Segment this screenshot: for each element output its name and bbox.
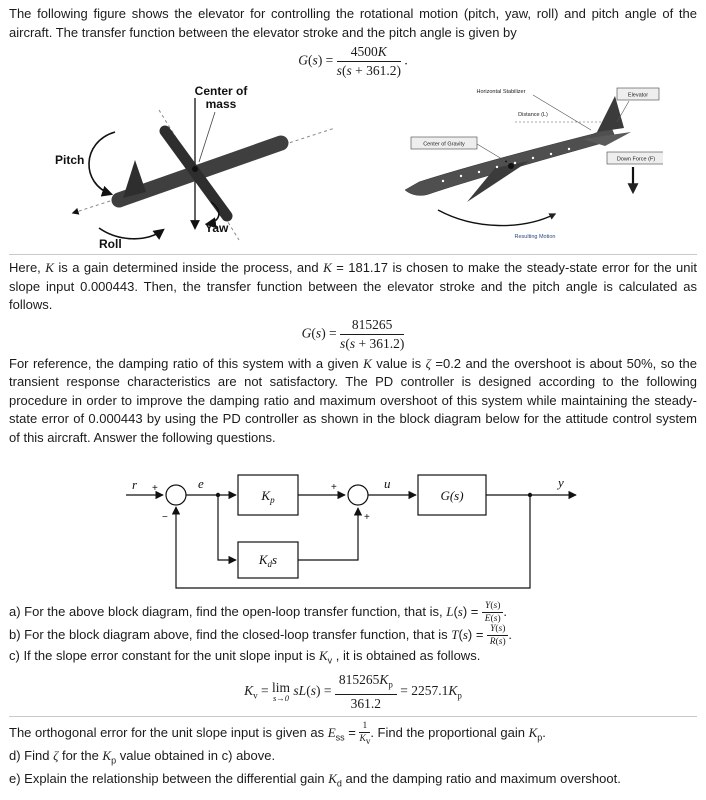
resulting-motion-arrow bbox=[438, 210, 555, 226]
pitch-label: Pitch bbox=[55, 153, 85, 167]
kd-branch-wire bbox=[218, 495, 236, 560]
eq2-denominator: s(s + 361.2) bbox=[340, 335, 405, 351]
section-divider-2 bbox=[9, 716, 697, 717]
input-label: r bbox=[132, 477, 138, 492]
orthogonal-error-text: The orthogonal error for the unit slope input is given as $E_{ss}$ = bbox=[9, 724, 356, 743]
question-b-frac-num: Y(s) bbox=[487, 624, 508, 636]
elevator-label: Elevator bbox=[627, 92, 649, 99]
kv-frac-den: 361.2 bbox=[350, 695, 381, 711]
question-d: d) Find ζ for the $K_p$ value obtained in c) above. bbox=[9, 747, 276, 766]
down-force-label: Down Force (F) bbox=[616, 156, 656, 163]
roll-label: Roll bbox=[99, 237, 122, 250]
vertical-stabilizer bbox=[597, 96, 624, 132]
yaw-label: Yaw bbox=[205, 221, 229, 235]
eq1-numerator: 4500K bbox=[337, 44, 401, 62]
sum2-plus-left-sign: + bbox=[331, 482, 337, 493]
question-a-tail: . bbox=[503, 603, 507, 619]
plant-label: G(s) bbox=[440, 488, 464, 503]
summing-junction-2 bbox=[348, 485, 368, 505]
eq2-fraction bbox=[340, 317, 404, 352]
question-a bbox=[9, 601, 697, 624]
eq2-numerator: 815265 bbox=[340, 317, 404, 335]
question-b-frac-den: R(s) bbox=[489, 637, 506, 647]
branch-dot-2 bbox=[528, 493, 532, 497]
annotation-labels bbox=[423, 89, 655, 240]
resulting-motion-label: Resulting Motion bbox=[514, 234, 556, 240]
ess-fraction bbox=[359, 721, 370, 746]
center-of-mass-pointer-line bbox=[199, 112, 215, 162]
aircraft-elevator-figure bbox=[383, 82, 663, 242]
center-of-gravity-label: Center of Gravity bbox=[423, 141, 465, 148]
question-b-fraction bbox=[487, 624, 508, 647]
eq2-lhs: G(s) = bbox=[301, 325, 337, 341]
center-of-mass-point bbox=[192, 166, 198, 172]
block-diagram-wrap bbox=[9, 450, 697, 599]
question-c: c) If the slope error constant for the unit slope input is $K_v$ , it is obtained as follows. bbox=[9, 648, 481, 666]
ess-frac-num: 1 bbox=[359, 721, 370, 733]
orthogonal-error-tail: . Find the proportional gain $K_p$. bbox=[370, 724, 546, 743]
kv-frac-num: $815265K_p$ bbox=[335, 672, 397, 695]
ess-frac-den: $K_v$ bbox=[359, 733, 371, 746]
equation-open-loop-gain-k bbox=[9, 44, 697, 79]
center-of-mass-label-line2: mass bbox=[205, 97, 237, 111]
summing-junction-1 bbox=[166, 485, 186, 505]
branch-dot-1 bbox=[216, 493, 220, 497]
equation-open-loop-numeric bbox=[9, 317, 697, 352]
eq1-lhs: G(s) = bbox=[298, 52, 334, 68]
limit-operator bbox=[272, 679, 291, 703]
question-e: e) Explain the relationship between the differential gain $K_d$ and the damping ratio and maximum overshoot. bbox=[9, 770, 621, 789]
aircraft-body bbox=[119, 131, 281, 216]
kv-fraction bbox=[335, 672, 397, 712]
orthogonal-error-line bbox=[9, 721, 697, 747]
gain-paragraph: Here, K is a gain determined inside the process, and K = 181.17 is chosen to make the steady-state error for the unit slope input 0.000443. Then, the transfer function between the elevator stroke and the pitch angle is calculated as follows. bbox=[9, 260, 697, 312]
kd-output-wire bbox=[298, 508, 358, 560]
horizontal-stabilizer-label: Horizontal Stabilizer bbox=[476, 89, 526, 95]
intro-paragraph: The following figure shows the elevator for controlling the rotational motion (pitch, yaw, roll) and pitch angle of the aircraft. The transfer function between the elevator stroke and the pitch angle is given by bbox=[9, 6, 697, 40]
lim-word: lim bbox=[272, 679, 291, 695]
kv-lhs: $K_v$ = bbox=[244, 683, 269, 701]
pitch-arrow bbox=[89, 132, 115, 194]
pd-controller-paragraph: For reference, the damping ratio of this system with a given K value is ζ =0.2 and the overshoot is about 50%, so the transient response characteristics are not satisfactory. The PD controller is designed according to the following procedure in order to improve the damping ratio and maximum overshoot of this system while maintaining the steady-state error of 0.000443 by using the PD controller as shown in the block diagram below for the attitude control system of this aircraft. Answer the following questions. bbox=[9, 355, 697, 445]
question-b-text: b) For the block diagram above, find the closed-loop transfer function, that is T(s) = bbox=[9, 626, 484, 642]
kv-rhs: = $2257.1K_p$ bbox=[400, 683, 462, 701]
pd-control-block-diagram bbox=[118, 450, 588, 596]
sum1-plus-sign: + bbox=[152, 483, 158, 494]
question-a-frac-den: E(s) bbox=[484, 614, 501, 624]
diagram-wires bbox=[126, 475, 576, 588]
kp-label: $K_p$ bbox=[261, 488, 275, 505]
sum1-minus-sign: − bbox=[162, 512, 168, 523]
center-of-mass-label-line1: Center of bbox=[194, 84, 248, 98]
question-a-text: a) For the above block diagram, find the open-loop transfer function, that is, L(s) = bbox=[9, 603, 479, 619]
kv-mid: sL(s) = bbox=[293, 683, 332, 699]
eq1-fraction bbox=[337, 44, 401, 79]
aircraft-figures bbox=[9, 82, 697, 250]
center-of-gravity-point bbox=[508, 163, 514, 169]
control-label: u bbox=[384, 476, 391, 491]
velocity-constant-equation bbox=[9, 672, 697, 712]
lim-subscript: s→0 bbox=[273, 692, 290, 703]
kd-label: $K_ds$ bbox=[258, 552, 278, 569]
output-label: y bbox=[558, 475, 564, 490]
distance-label: Distance (L) bbox=[518, 112, 548, 118]
question-a-frac-num: Y(s) bbox=[482, 601, 503, 613]
question-a-fraction bbox=[482, 601, 503, 624]
question-b bbox=[9, 624, 697, 647]
sum2-plus-bottom-sign: + bbox=[364, 512, 370, 523]
question-b-tail: . bbox=[508, 626, 513, 642]
section-divider-1 bbox=[9, 254, 697, 255]
eq1-denominator: s(s + 361.2) bbox=[336, 63, 401, 78]
error-label: e bbox=[198, 476, 204, 491]
aircraft-axes-figure bbox=[43, 82, 369, 250]
diagram-labels bbox=[132, 475, 564, 569]
eq1-period: . bbox=[404, 52, 408, 68]
tail-fin bbox=[123, 160, 146, 198]
